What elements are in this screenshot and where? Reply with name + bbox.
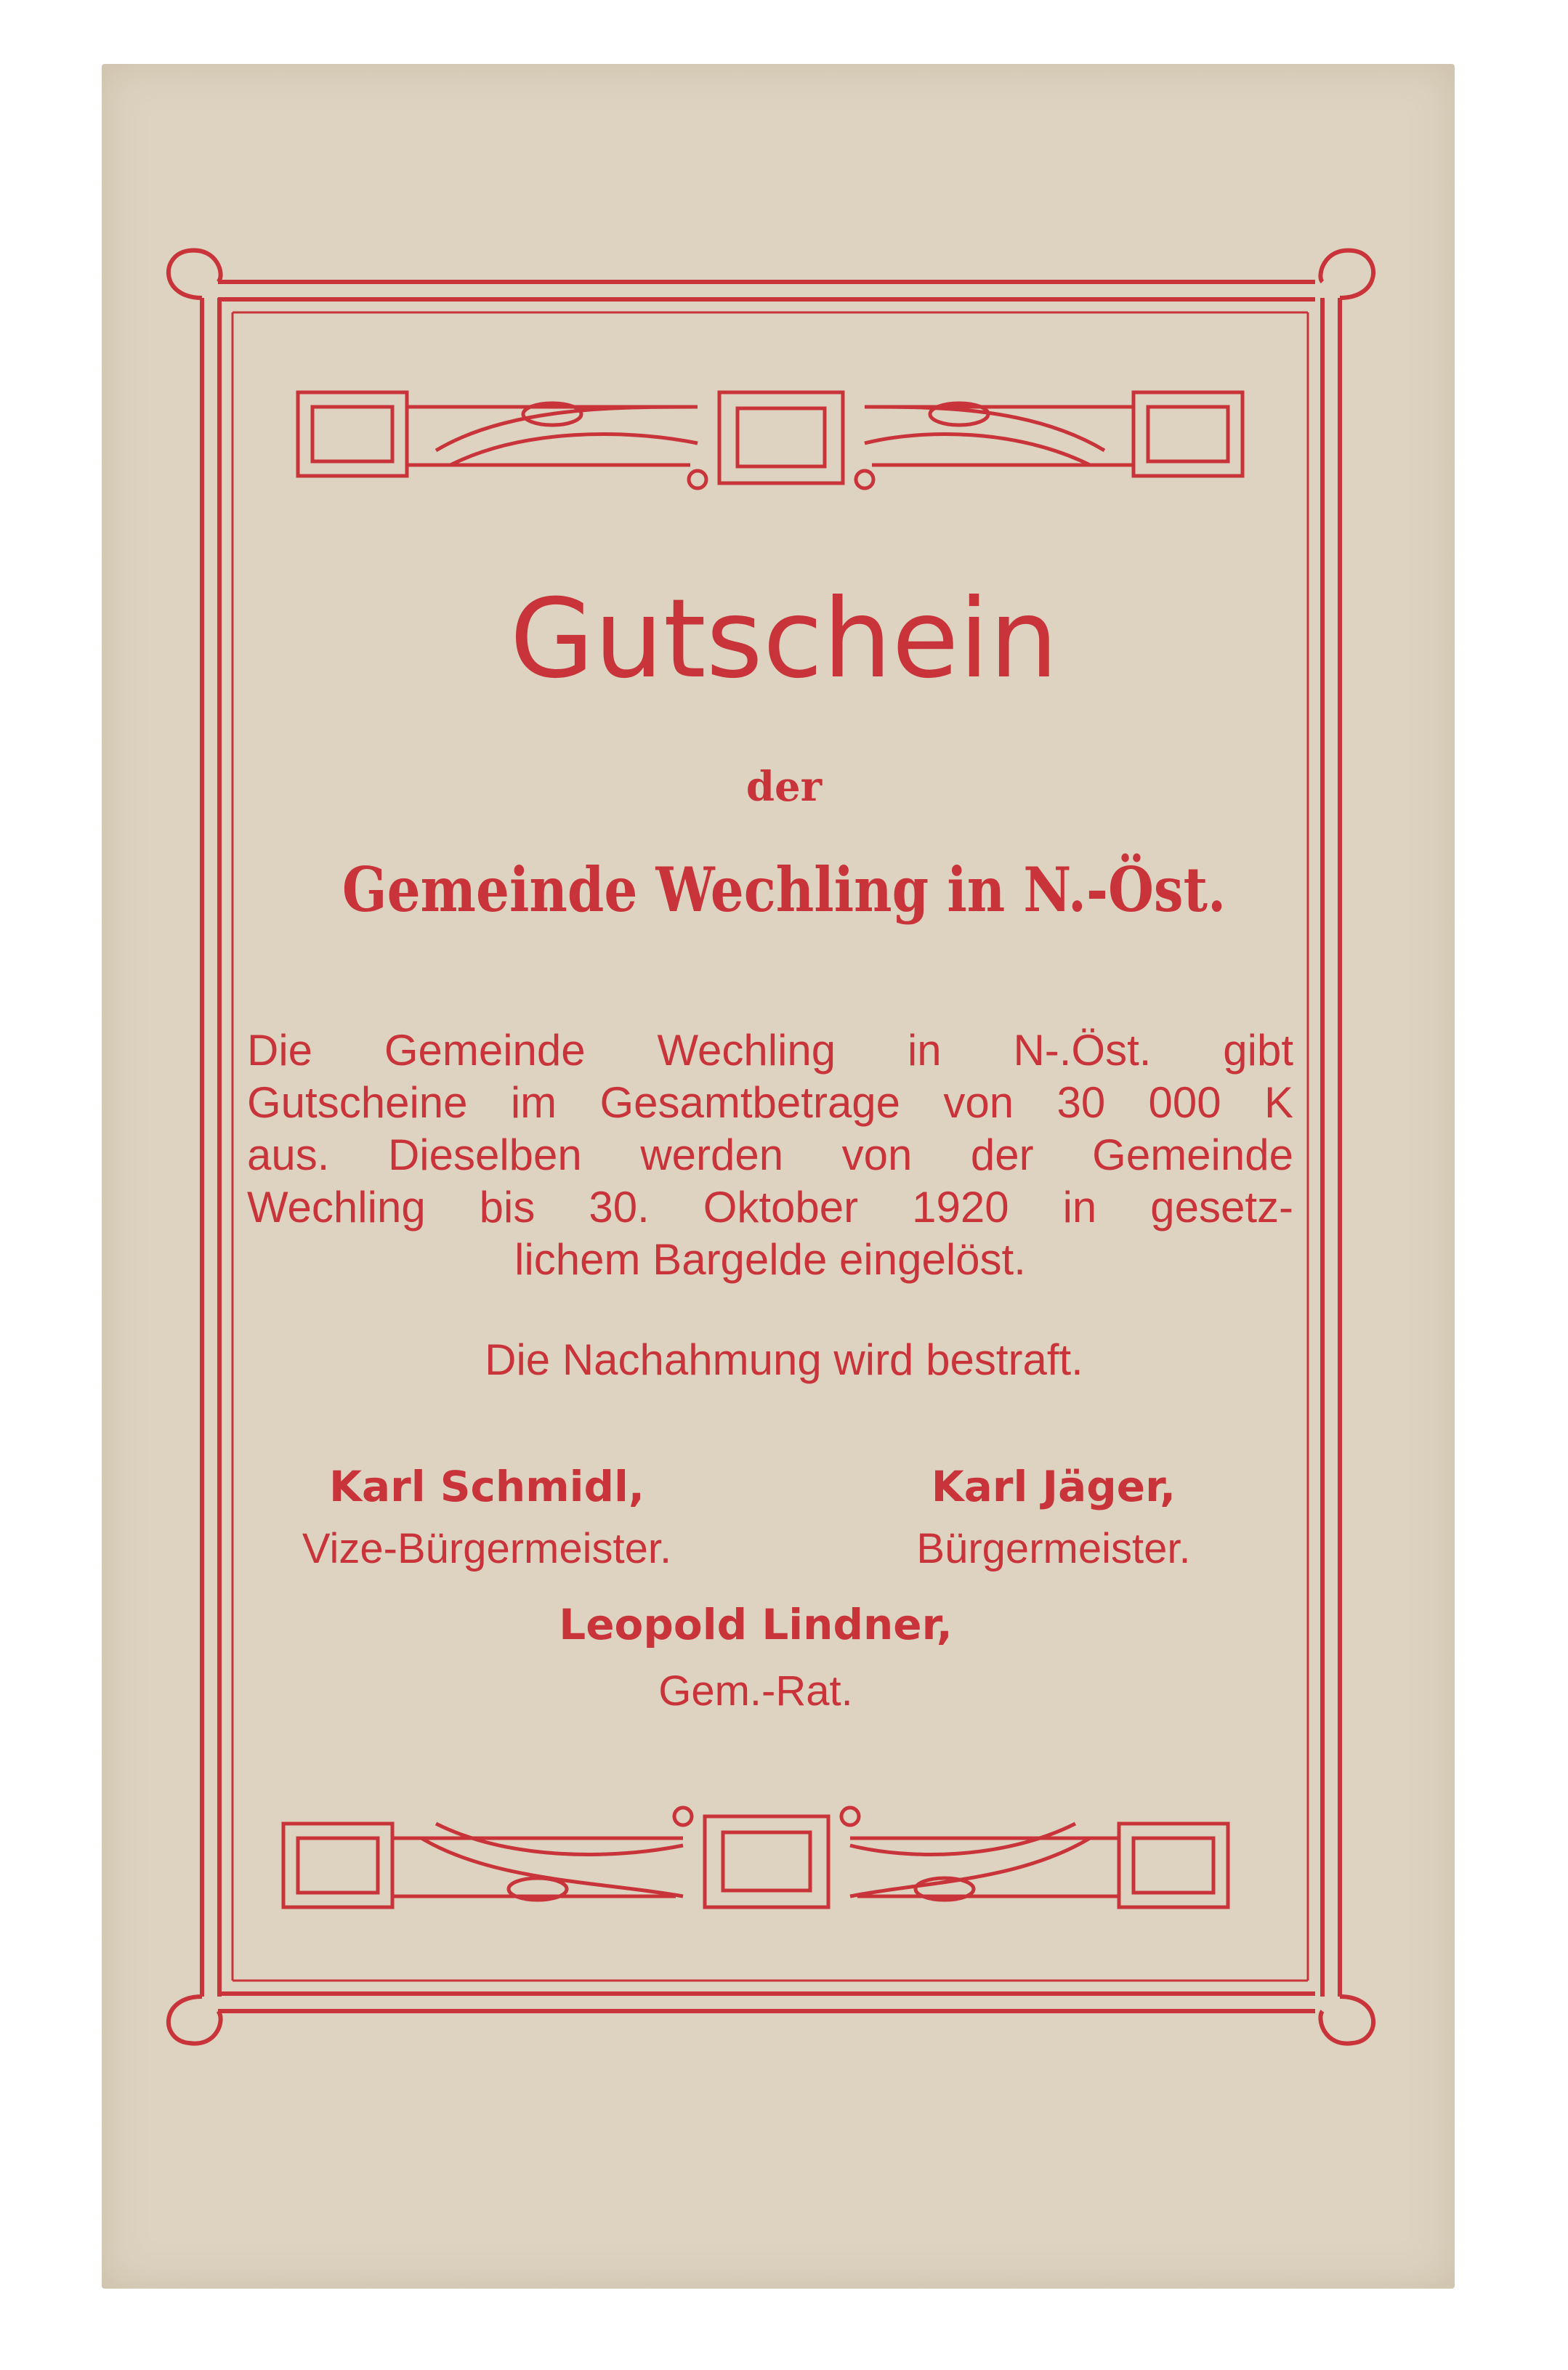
- signatory-name: Leopold Lindner,: [559, 1600, 953, 1649]
- body-line: Wechling bis 30. Oktober 1920 in gesetz-: [247, 1183, 1293, 1231]
- bottom-ornament: [283, 1808, 1228, 1907]
- voucher-subtitle: der: [745, 763, 823, 811]
- body-line: aus. Dieselben werden von der Gemeinde: [247, 1131, 1293, 1179]
- municipality-name: Gemeinde Wechling in N.-Öst.: [342, 854, 1226, 926]
- signatory-name: Karl Jäger,: [931, 1462, 1176, 1511]
- top-ornament: [298, 392, 1242, 488]
- signatory-role: Gem.-Rat.: [658, 1667, 853, 1715]
- body-line: Gutscheine im Gesamtbetrage von 30 000 K: [247, 1078, 1293, 1127]
- signatory-role: Bürgermeister.: [916, 1525, 1191, 1572]
- voucher-title: Gutschein: [509, 576, 1059, 703]
- signatory-role: Vize-Bürgermeister.: [302, 1525, 672, 1572]
- voucher-body-text: [247, 1024, 1293, 1286]
- signatory-name: Karl Schmidl,: [329, 1462, 644, 1511]
- counterfeit-warning: Die Nachahmung wird bestraft.: [485, 1335, 1083, 1384]
- body-line: Die Gemeinde Wechling in N-.Öst. gibt: [247, 1026, 1293, 1075]
- body-line: lichem Bargelde eingelöst.: [514, 1235, 1026, 1284]
